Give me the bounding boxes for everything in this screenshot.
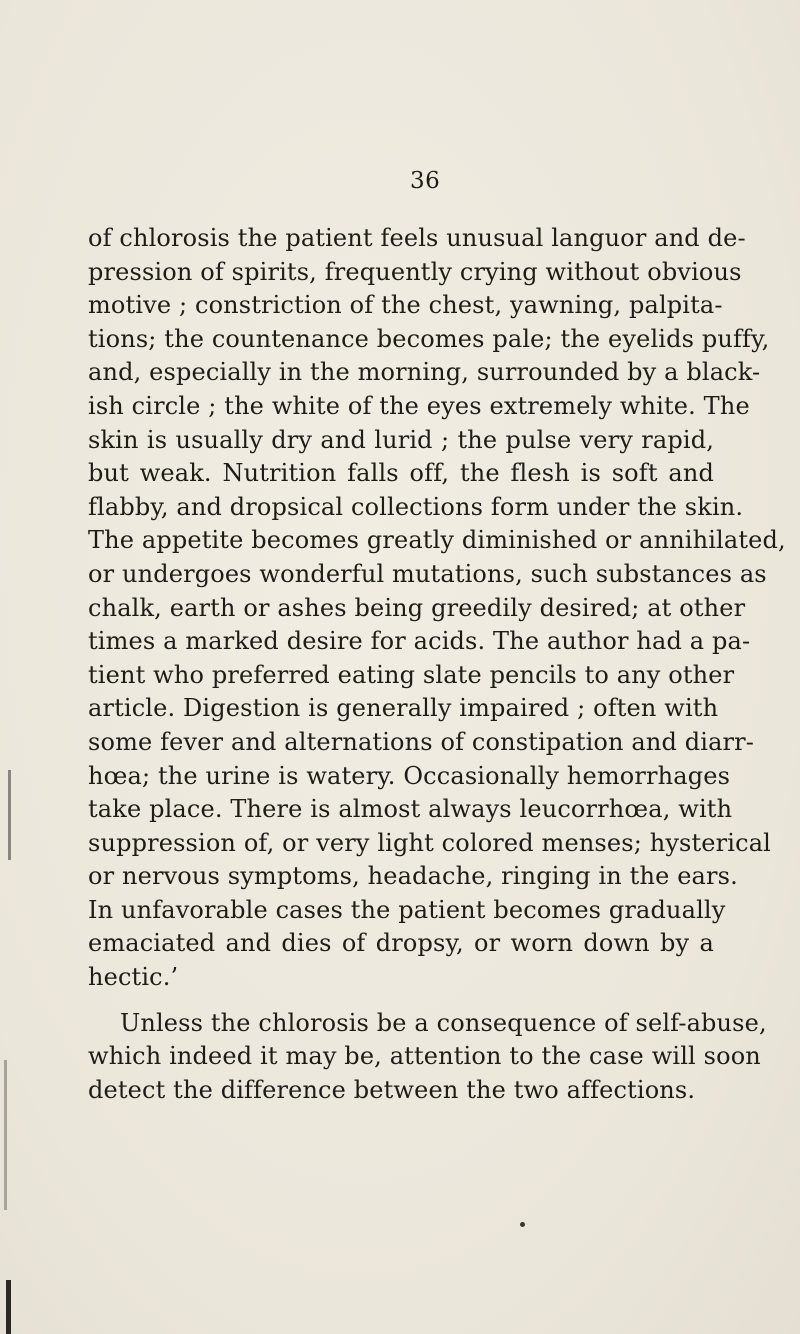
text-line: but weak. Nutrition falls off, the flesh is soft and bbox=[88, 459, 714, 488]
text-line: pression of spirits, frequently crying without obvious bbox=[88, 257, 742, 286]
text-line: ish circle ; the white of the eyes extremely white. The bbox=[88, 391, 750, 420]
text-line: emaciated and dies of dropsy, or worn down by a bbox=[88, 929, 714, 958]
text-line: In unfavorable cases the patient becomes gradually bbox=[88, 895, 726, 924]
text-line: hœa; the urine is watery. Occasionally hemorrhages bbox=[88, 761, 731, 790]
text-line: take place. There is almost always leucorrhœa, with bbox=[88, 795, 733, 824]
body-text bbox=[88, 222, 786, 1107]
scan-edge-mark bbox=[4, 1060, 7, 1210]
text-line: and, especially in the morning, surrounded by a black- bbox=[88, 358, 761, 387]
paragraph-gap bbox=[88, 995, 714, 1007]
text-line: article. Digestion is generally impaired ; often with bbox=[88, 694, 719, 723]
text-line: some fever and alternations of constipation and diarr- bbox=[88, 727, 755, 756]
scan-edge-mark bbox=[6, 1280, 11, 1334]
text-line: motive ; constriction of the chest, yawning, palpita- bbox=[88, 291, 723, 320]
paragraph-1 bbox=[88, 222, 786, 995]
text-line: or undergoes wonderful mutations, such substances as bbox=[88, 559, 767, 588]
text-line: skin is usually dry and lurid ; the pulse very rapid, bbox=[88, 425, 714, 454]
text-line: chalk, earth or ashes being greedily desired; at other bbox=[88, 593, 746, 622]
paragraph-2 bbox=[88, 1007, 767, 1108]
text-line: flabby, and dropsical collections form under the skin. bbox=[88, 492, 744, 521]
text-line: which indeed it may be, attention to the case will soon bbox=[88, 1042, 761, 1071]
page-number: 36 bbox=[410, 168, 441, 194]
text-line: times a marked desire for acids. The author had a pa- bbox=[88, 627, 751, 656]
text-line: of chlorosis the patient feels unusual languor and de- bbox=[88, 224, 746, 252]
text-line: tient who preferred eating slate pencils to any other bbox=[88, 660, 735, 689]
scan-speck bbox=[520, 1222, 525, 1227]
text-line: The appetite becomes greatly diminished or annihilated, bbox=[88, 526, 786, 555]
text-line: suppression of, or very light colored menses; hysterical bbox=[88, 828, 771, 857]
text-line: or nervous symptoms, headache, ringing in the ears. bbox=[88, 862, 738, 891]
scan-edge-mark bbox=[8, 770, 11, 860]
text-line: hectic.’ bbox=[88, 963, 179, 992]
text-line: tions; the countenance becomes pale; the eyelids puffy, bbox=[88, 324, 770, 353]
text-line: detect the difference between the two affections. bbox=[88, 1075, 696, 1104]
text-line: Unless the chlorosis be a consequence of self-abuse, bbox=[120, 1008, 767, 1037]
